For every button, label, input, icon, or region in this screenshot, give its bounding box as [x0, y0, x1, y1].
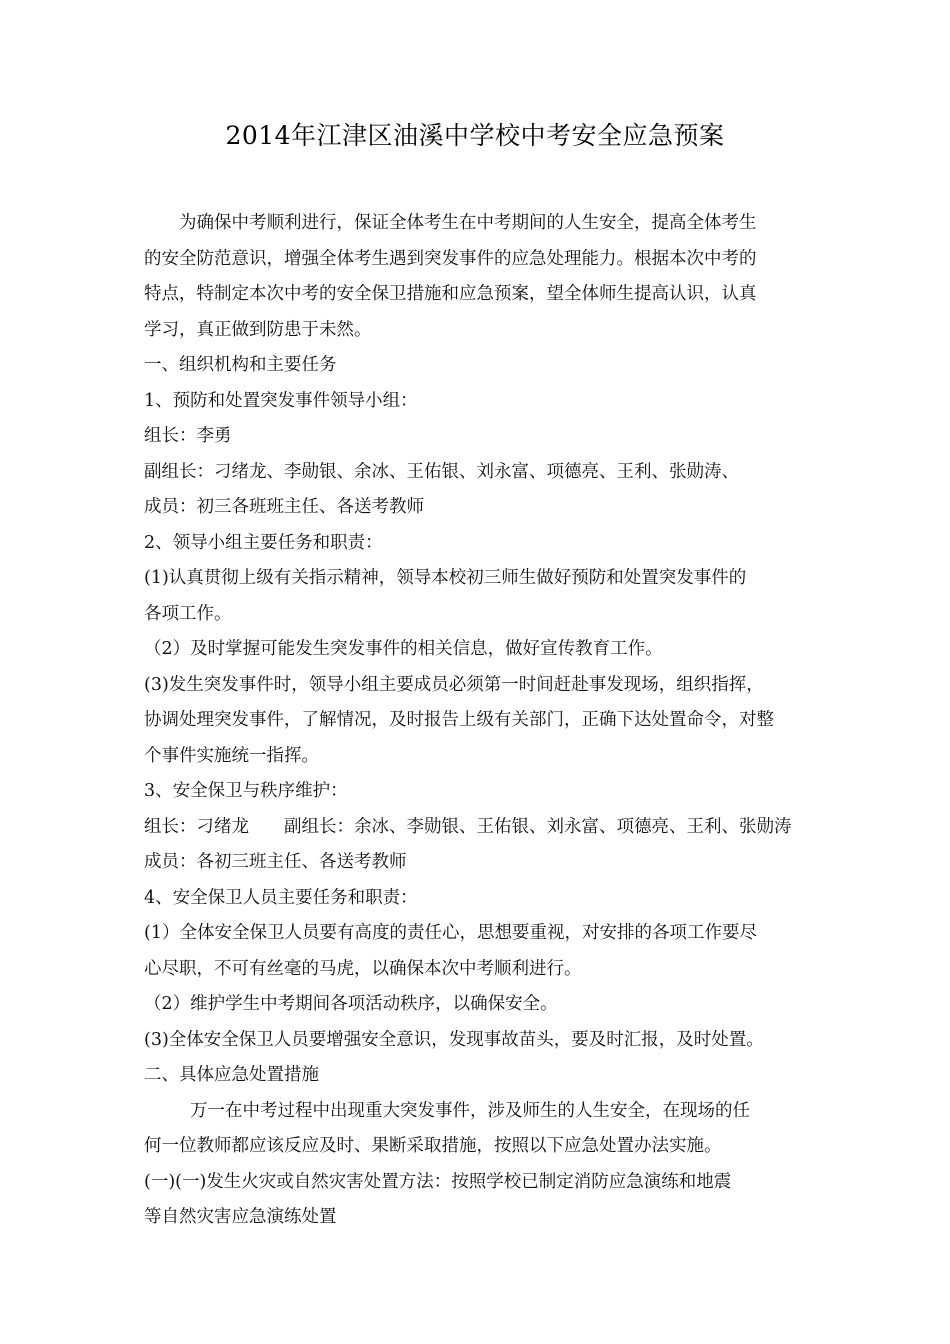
paragraph-line: 副组长：刁绪龙、李勋银、余冰、王佑银、刘永富、项德亮、王利、张勋涛、 [144, 461, 739, 482]
paragraph-line: （2）维护学生中考期间各项活动秩序，以确保安全。 [144, 994, 558, 1014]
paragraph-line: (3)发生突发事件时，领导小组主要成员必须第一时间赶赴事发现场，组织指挥， [144, 674, 764, 695]
paragraph-line: 学习，真正做到防患于未然。 [144, 319, 372, 340]
paragraph-line: 特点，特制定本次中考的安全保卫措施和应急预案，望全体师生提高认识，认真 [144, 284, 757, 304]
paragraph-line: (3)全体安全保卫人员要增强安全意识，发现事故苗头，要及时汇报，及时处置。 [144, 1029, 764, 1050]
subsection-heading: 4、安全保卫人员主要任务和职责： [144, 887, 418, 908]
subsection-heading: 3、安全保卫与秩序维护： [144, 781, 348, 801]
subsection-heading: 1、预防和处置突发事件领导小组： [144, 390, 418, 411]
paragraph-line: 各项工作。 [144, 603, 232, 624]
paragraph-line: 心尽职，不可有丝毫的马虎，以确保本次中考顺利进行。 [144, 958, 582, 979]
paragraph-line: （2）及时掌握可能发生突发事件的相关信息，做好宣传教育工作。 [144, 639, 663, 659]
paragraph-line: 协调处理突发事件，了解情况，及时报告上级有关部门，正确下达处置命令，对整 [144, 710, 774, 730]
paragraph-line: 万一在中考过程中出现重大突发事件，涉及师生的人生安全，在现场的任 [190, 1100, 750, 1121]
paragraph-line: (1）全体安全保卫人员要有高度的责任心，思想要重视，对安排的各项工作要尽 [144, 923, 757, 943]
paragraph-line: 为确保中考顺利进行，保证全体考生在中考期间的人生安全，提高全体考生 [179, 213, 757, 233]
paragraph-line: 的安全防范意识，增强全体考生遇到突发事件的应急处理能力。根据本次中考的 [144, 248, 757, 269]
paragraph-line: 何一位教师都应该反应及时、果断采取措施，按照以下应急处置办法实施。 [144, 1136, 722, 1156]
paragraph-line: (1)认真贯彻上级有关指示精神，领导本校初三师生做好预防和处置突发事件的 [144, 568, 747, 588]
paragraph-line: 成员：初三各班班主任、各送考教师 [144, 497, 424, 517]
paragraph-line: 个事件实施统一指挥。 [144, 745, 319, 766]
document-title: 2014年江津区油溪中学校中考安全应急预案 [225, 121, 725, 150]
section-heading: 二、具体应急处置措施 [144, 1065, 319, 1085]
section-heading: 一、组织机构和主要任务 [144, 355, 337, 375]
paragraph-line: (一)(一)发生火灾或自然灾害处置方法：按照学校已制定消防应急演练和地震 [144, 1171, 732, 1192]
paragraph-line: 等自然灾害应急演练处置 [144, 1207, 337, 1227]
subsection-heading: 2、领导小组主要任务和职责： [144, 532, 383, 553]
paragraph-line: 组长：刁绪龙 副组长：余冰、李勋银、王佑银、刘永富、项德亮、王利、张勋涛 [144, 816, 792, 837]
paragraph-line: 组长：李勇 [144, 426, 232, 446]
paragraph-line: 成员：各初三班主任、各送考教师 [144, 852, 407, 872]
document-body [144, 206, 814, 1236]
